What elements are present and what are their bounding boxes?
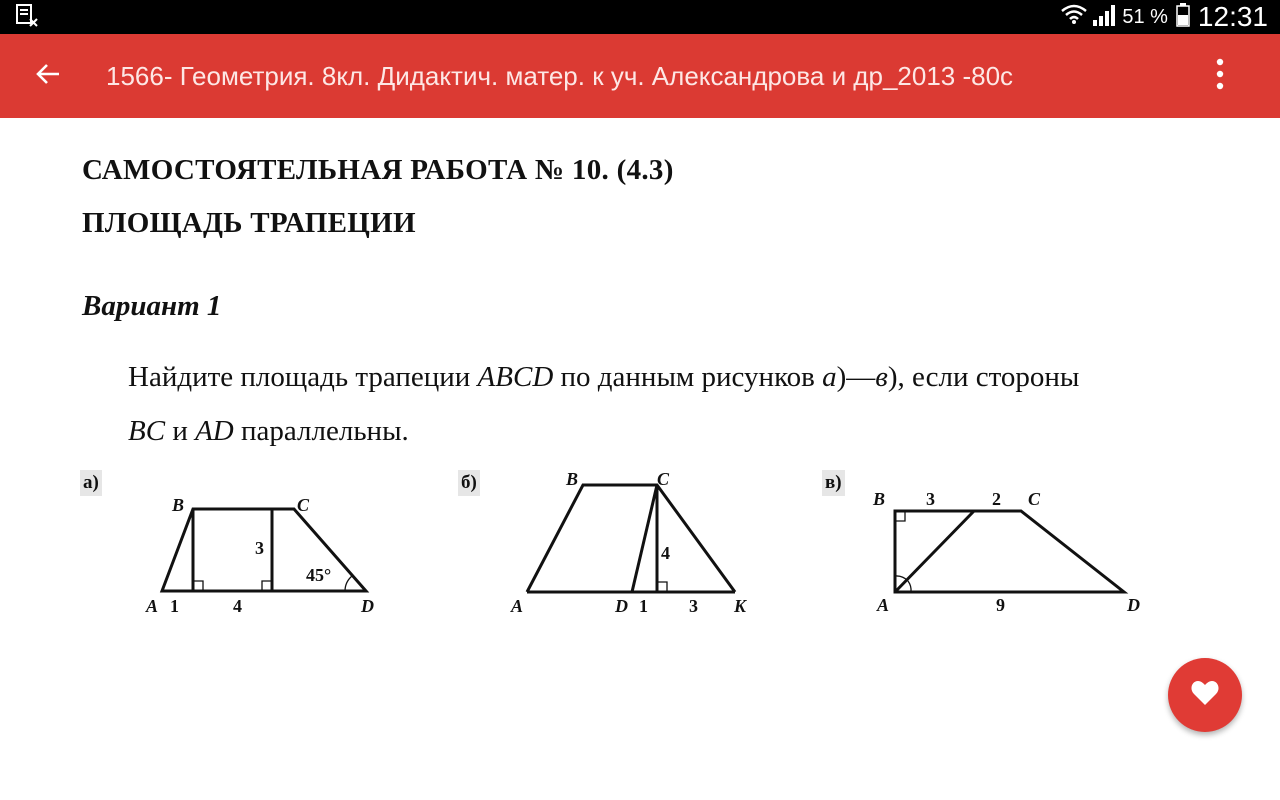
wifi-icon xyxy=(1060,2,1088,33)
back-button[interactable] xyxy=(24,52,72,100)
status-bar xyxy=(0,0,1280,34)
more-vert-icon xyxy=(1215,58,1225,95)
point-c: C xyxy=(657,469,670,489)
height-4: 4 xyxy=(661,543,670,563)
length-4: 4 xyxy=(233,596,242,616)
figure-a xyxy=(140,488,390,618)
length-2: 2 xyxy=(992,489,1001,509)
point-b: B xyxy=(566,469,579,489)
signal-icon xyxy=(1092,4,1118,31)
variant-label: Вариант 1 xyxy=(82,290,222,322)
point-d: D xyxy=(615,596,628,616)
favorite-button[interactable] xyxy=(1168,658,1242,732)
point-c: C xyxy=(297,495,310,515)
heading-title: САМОСТОЯТЕЛЬНАЯ РАБОТА № 10. (4.3) xyxy=(82,154,674,186)
point-a: A xyxy=(877,595,890,615)
clock: 12:31 xyxy=(1197,1,1268,32)
document-title: 1566- Геометрия. 8кл. Дидактич. матер. к уч. Александрова и др_2013 -80с xyxy=(106,61,1014,91)
figure-v-label: в) xyxy=(822,470,845,496)
length-1: 1 xyxy=(639,596,648,616)
point-b: B xyxy=(172,495,185,515)
length-9: 9 xyxy=(996,595,1005,615)
more-options-button[interactable] xyxy=(1196,52,1244,100)
figure-a-label: а) xyxy=(80,470,102,496)
battery-percent: 51 % xyxy=(1122,5,1168,28)
length-3: 3 xyxy=(926,489,935,509)
point-d: D xyxy=(1127,595,1140,615)
length-1: 1 xyxy=(170,596,179,616)
point-k: K xyxy=(734,596,747,616)
figure-v xyxy=(860,480,1160,620)
app-bar xyxy=(0,34,1280,118)
back-arrow-icon xyxy=(35,61,61,92)
angle-45: 45° xyxy=(306,565,332,585)
figure-b-label: б) xyxy=(458,470,480,496)
task-text: Найдите площадь трапеции ABCD по данным рисунков а)—в), если стороны BC и AD параллельны. xyxy=(128,361,1080,447)
figure-b xyxy=(505,465,765,620)
point-a: A xyxy=(146,596,159,616)
heart-icon xyxy=(1190,679,1220,712)
battery-icon xyxy=(1176,3,1190,32)
height-3: 3 xyxy=(255,538,264,558)
point-c: C xyxy=(1028,489,1041,509)
document-page[interactable] xyxy=(0,118,1280,800)
point-a: A xyxy=(511,596,524,616)
notification-doc-icon xyxy=(16,4,38,33)
point-d: D xyxy=(361,596,374,616)
length-3: 3 xyxy=(689,596,698,616)
point-b: B xyxy=(873,489,886,509)
heading-subtitle: ПЛОЩАДЬ ТРАПЕЦИИ xyxy=(82,207,416,239)
